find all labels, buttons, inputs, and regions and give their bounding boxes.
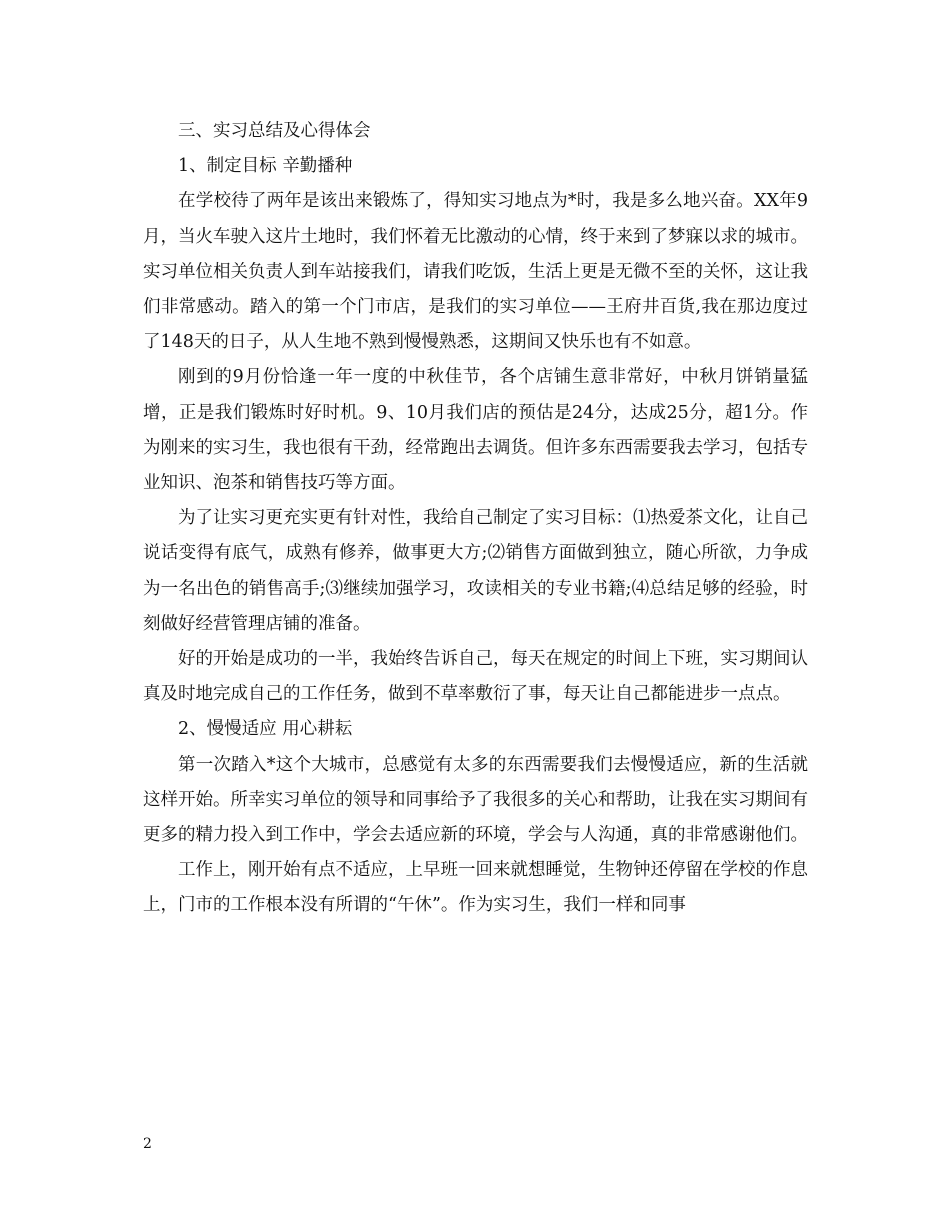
subsection-1-title: 1、制定目标 辛勤播种 bbox=[178, 156, 353, 177]
paragraph: 为了让实习更充实更有针对性，我给自己制定了实习目标：⑴热爱茶文化，让自己说话变得有底气，成熟有修养，做事更大方;⑵销售方面做到独立，随心所欲，力争成为一名出色的销售高手;⑶继续加强学习，攻读相关的专业书籍;⑷总结足够的经验，时刻做好经营管理店铺的准备。 bbox=[143, 508, 808, 634]
paragraph: 好的开始是成功的一半，我始终告诉自己，每天在规定的时间上下班，实习期间认真及时地完成自己的工作任务，做到不草率敷衍了事，每天让自己都能进步一点点。 bbox=[143, 649, 808, 705]
paragraph: 在学校待了两年是该出来锻炼了，得知实习地点为*时，我是多么地兴奋。XX年9月，当火车驶入这片土地时，我们怀着无比激动的心情，终于来到了梦寐以求的城市。实习单位相关负责人到车站接我们，请我们吃饭，生活上更是无微不至的关怀，这让我们非常感动。踏入的第一个门市店，是我们的实习单位——王府井百货,我在那边度过了148天的日子，从人生地不熟到慢慢熟悉，这期间又快乐也有不如意。 bbox=[143, 191, 808, 353]
page-content bbox=[143, 114, 808, 924]
section-title: 三、实习总结及心得体会 bbox=[178, 121, 371, 141]
paragraph: 工作上，刚开始有点不适应，上早班一回来就想睡觉，生物钟还停留在学校的作息上，门市的工作根本没有所谓的“午休”。作为实习生，我们一样和同事 bbox=[143, 860, 808, 916]
paragraph: 刚到的9月份恰逢一年一度的中秋佳节，各个店铺生意非常好，中秋月饼销量猛增，正是我们锻炼时好时机。9、10月我们店的预估是24分，达成25分，超1分。作为刚来的实习生，我也很有干劲，经常跑出去调货。但许多东西需要我去学习，包括专业知识、泡茶和销售技巧等方面。 bbox=[143, 367, 808, 494]
subsection-2-title: 2、慢慢适应 用心耕耘 bbox=[178, 719, 353, 740]
page-number: 2 bbox=[143, 1136, 152, 1152]
paragraph: 第一次踏入*这个大城市，总感觉有太多的东西需要我们去慢慢适应，新的生活就这样开始。所幸实习单位的领导和同事给予了我很多的关心和帮助，让我在实习期间有更多的精力投入到工作中，学会去适应新的环境，学会与人沟通，真的非常感谢他们。 bbox=[143, 754, 808, 846]
